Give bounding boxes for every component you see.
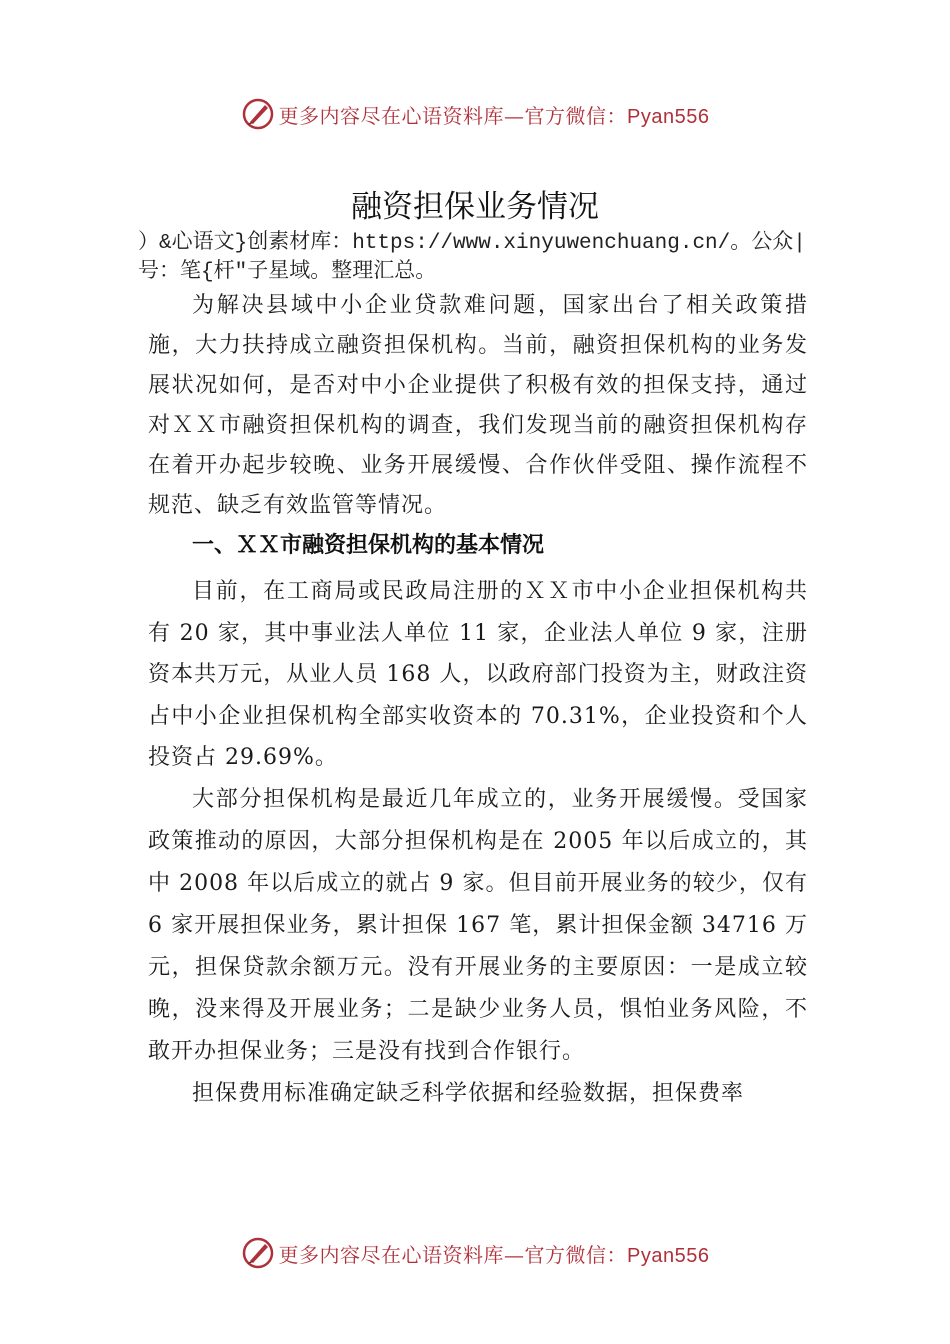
document-title: 融资担保业务情况 [351,189,599,225]
brush-logo-icon [241,1236,275,1270]
wechat-id: Pyan556 [627,105,710,128]
header-banner [0,94,950,134]
source-line: ）&心语文}创素材库：https://www.xinyuwenchuang.cn/。公众|号：笔{杆"子星域。整理汇总。 [138,232,806,284]
paragraph-slow-business: 大部分担保机构是最近几年成立的，业务开展缓慢。受国家政策推动的原因，大部分担保机构是在 2005 年以后成立的，其中 2008 年以后成立的就占 9 家。但目前开展业务的较少，仅有 6 家开展担保业务，累计担保 167 笔，累计担保金额 34716 万元，担保贷款余额万元。没有开展业务的主要原因：一是成立较晚，没来得及开展业务；二是缺少业务人员，惧怕业务风险，不敢开办担保业务；三是没有找到合作银行。 [148,786,808,1064]
wechat-id: Pyan556 [627,1244,710,1267]
banner-text: 更多内容尽在心语资料库—官方微信：Pyan556 [278,1242,710,1267]
paragraph-current-status: 目前，在工商局或民政局注册的ＸＸ市中小企业担保机构共有 20 家，其中事业法人单位 11 家，企业法人单位 9 家，注册资本共万元，从业人员 168 人，以政府部门投资为主，财政注资占中小企业担保机构全部实收资本的 70.31%，企业投资和个人投资占 29.69%。 [148,579,808,770]
footer-banner [0,1233,950,1273]
banner-text: 更多内容尽在心语资料库—官方微信：Pyan556 [278,103,710,128]
document-body [148,286,808,1115]
brush-logo-icon [241,97,275,131]
paragraph-fee-standard: 担保费用标准确定缺乏科学依据和经验数据，担保费率 [192,1080,745,1106]
paragraph-intro: 为解决县域中小企业贷款难问题，国家出台了相关政策措施，大力扶持成立融资担保机构。当前，融资担保机构的业务发展状况如何，是否对中小企业提供了积极有效的担保支持，通过对ＸＸ市融资担保机构的调查，我们发现当前的融资担保机构存在着开办起步较晚、业务开展缓慢、合作伙伴受阻、操作流程不规范、缺乏有效监管等情况。 [148,293,808,518]
section-heading: 一、ＸＸ市融资担保机构的基本情况 [192,533,545,558]
